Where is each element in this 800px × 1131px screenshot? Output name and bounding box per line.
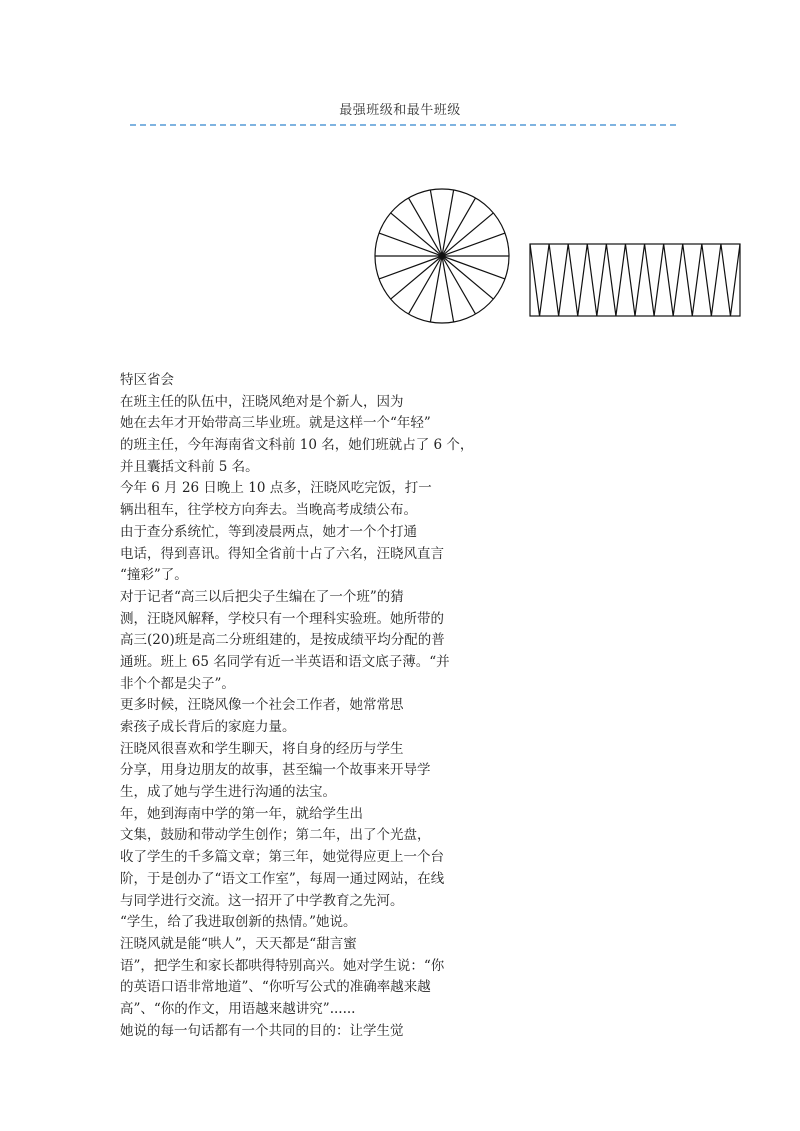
text-line: 语”，把学生和家长都哄得特别高兴。她对学生说：“你	[120, 957, 445, 974]
text-line: 汪晓风就是能“哄人”，天天都是“甜言蜜	[120, 935, 357, 952]
wheel-spoke	[391, 213, 442, 256]
zigzag-frame	[530, 244, 740, 316]
text-line: 与同学进行交流。这一招开了中学教育之先河。	[120, 892, 404, 909]
wheel-spoke	[379, 256, 442, 279]
figure-drawing	[370, 178, 750, 328]
text-line: 她在去年才开始带高三毕业班。就是这样一个“年轻”	[120, 415, 431, 432]
text-line: 非个个都是尖子”。	[120, 675, 235, 692]
wheel-spoke	[379, 233, 442, 256]
text-line: 的英语口语非常地道”、“你听写公式的准确率越来越	[120, 979, 431, 996]
text-line: 对于记者“高三以后把尖子生编在了一个班”的猜	[120, 588, 404, 605]
wheel-spoke	[391, 256, 442, 299]
text-line: 由于查分系统忙，等到凌晨两点，她才一个个打通	[120, 523, 417, 540]
text-line: 电话，得到喜讯。得知全省前十占了六名，汪晓风直言	[120, 545, 444, 562]
text-line: 并且囊括文科前 5 名。	[120, 458, 259, 475]
wheel-spoke	[442, 213, 493, 256]
article-body	[120, 370, 500, 1042]
text-line: 的班主任，今年海南省文科前 10 名，她们班就占了 6 个，	[120, 437, 474, 454]
text-line: 通班。班上 65 名同学有近一半英语和语文底子薄。“并	[120, 653, 450, 670]
wheel-spoke	[442, 256, 493, 299]
text-line: 高”、“你的作文，用语越来越讲究”......	[120, 1000, 356, 1017]
text-line: 今年 6 月 26 日晚上 10 点多，汪晓风吃完饭，打一	[120, 480, 432, 497]
page-title: 最强班级和最牛班级	[339, 103, 461, 118]
zigzag-line	[530, 244, 740, 316]
text-line: 辆出租车，往学校方向奔去。当晚高考成绩公布。	[120, 502, 417, 519]
text-line: 特区省会	[120, 372, 174, 388]
wheel-and-zigzag-figure	[370, 178, 750, 328]
spoked-wheel	[375, 189, 509, 323]
wheel-spoke	[442, 256, 505, 279]
text-line: 在班主任的队伍中，汪晓风绝对是个新人，因为	[120, 393, 404, 410]
text-line: 生，成了她与学生进行沟通的法宝。	[120, 784, 336, 801]
text-line: 年，她到海南中学的第一年，就给学生出	[120, 805, 363, 822]
text-line: 收了学生的千多篇文章；第三年，她觉得应更上一个台	[120, 849, 444, 866]
zigzag-box	[530, 244, 740, 316]
text-line: 汪晓风很喜欢和学生聊天，将自身的经历与学生	[120, 740, 404, 757]
text-line: 阶，于是创办了“语文工作室”，每周一通过网站，在线	[120, 870, 445, 887]
text-line: 她说的每一句话都有一个共同的目的：让学生觉	[120, 1022, 404, 1039]
text-line: “撞彩”了。	[120, 567, 188, 584]
text-line: 高三(20)班是高二分班组建的，是按成绩平均分配的普	[120, 632, 445, 649]
text-line: 文集，鼓励和带动学生创作；第二年，出了个光盘，	[120, 827, 431, 844]
text-line: “学生，给了我进取创新的热情。”她说。	[120, 914, 357, 931]
wheel-spoke	[442, 233, 505, 256]
text-line: 分享，用身边朋友的故事，甚至编一个故事来开导学	[120, 762, 431, 779]
text-line: 更多时候，汪晓风像一个社会工作者，她常常思	[120, 697, 404, 714]
title-divider	[130, 124, 676, 126]
text-line: 测，汪晓风解释，学校只有一个理科实验班。她所带的	[120, 610, 444, 627]
text-line: 索孩子成长背后的家庭力量。	[120, 719, 296, 735]
